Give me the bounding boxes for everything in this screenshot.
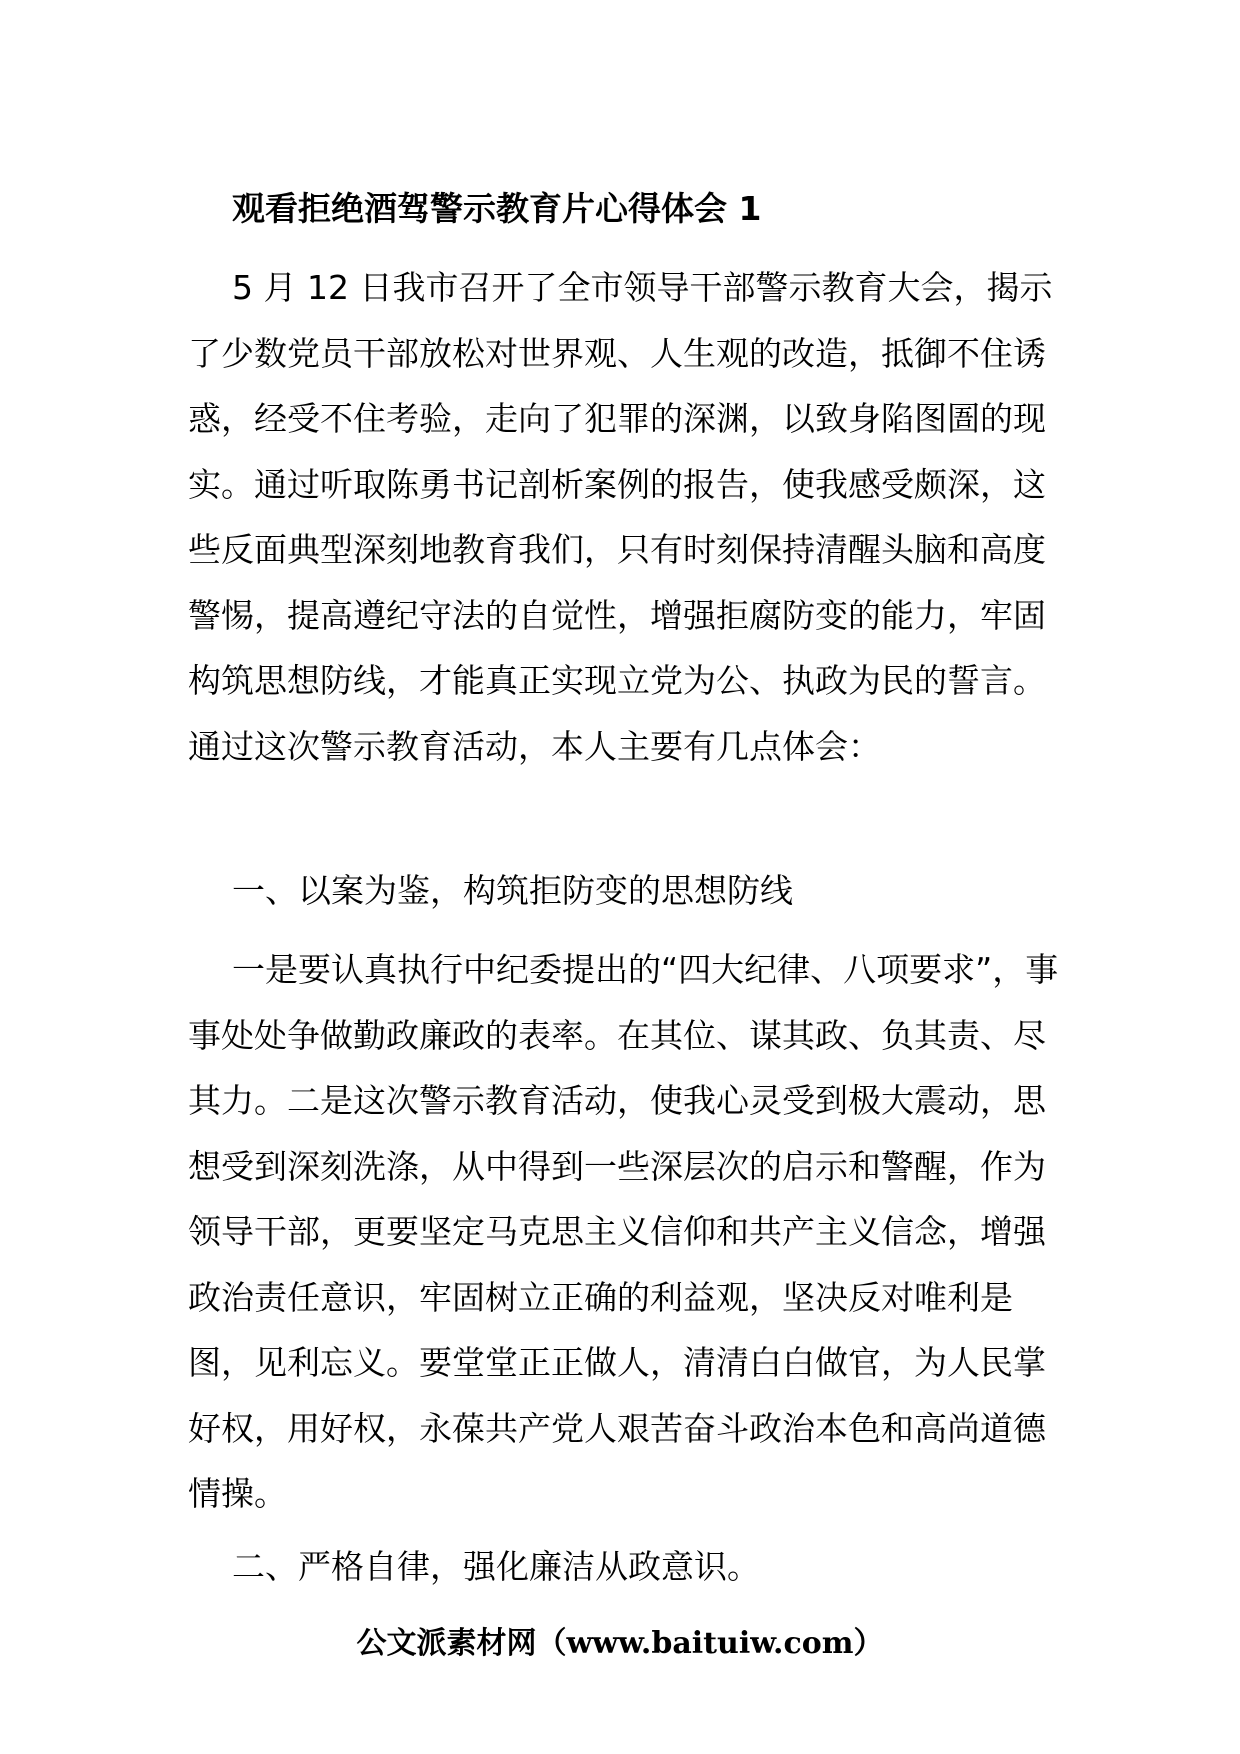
paragraph-section-1: 一是要认真执行中纪委提出的“四大纪律、八项要求”，事事处处争做勤政廉政的表率。在其位、谋其政、负其责、尽其力。二是这次警示教育活动，使我心灵受到极大震动，思想受到深刻洗涤，从中得到一些深层次的启示和警醒，作为领导干部，更要坚定马克思主义信仰和共产主义信念，增强政治责任意识，牢固树立正确的利益观，坚决反对唯利是图，见利忘义。要堂堂正正做人，清清白白做官，为人民掌好权，用好权，永葆共产党人艰苦奋斗政治本色和高尚道德情操。: [188, 950, 1059, 1513]
document-title: 观看拒绝酒驾警示教育片心得体会 1: [232, 189, 762, 228]
paragraph-intro: 5 月 12 日我市召开了全市领导干部警示教育大会，揭示了少数党员干部放松对世界观、人生观的改造，抵御不住诱惑，经受不住考验，走向了犯罪的深渊，以致身陷图圄的现实。通过听取陈勇书记剖析案例的报告，使我感受颇深，这些反面典型深刻地教育我们，只有时刻保持清醒头脑和高度警惕，提高遵纪守法的自觉性，增强拒腐防变的能力，牢固构筑思想防线，才能真正实现立党为公、执政为民的誓言。通过这次警示教育活动，本人主要有几点体会：: [188, 268, 1053, 766]
section-heading-2: 二、严格自律，强化廉洁从政意识。: [232, 1547, 760, 1586]
footer-watermark: 公文派素材网（www.baituiw.com）: [356, 1626, 884, 1661]
section-heading-1: 一、以案为鉴，构筑拒防变的思想防线: [232, 871, 793, 910]
